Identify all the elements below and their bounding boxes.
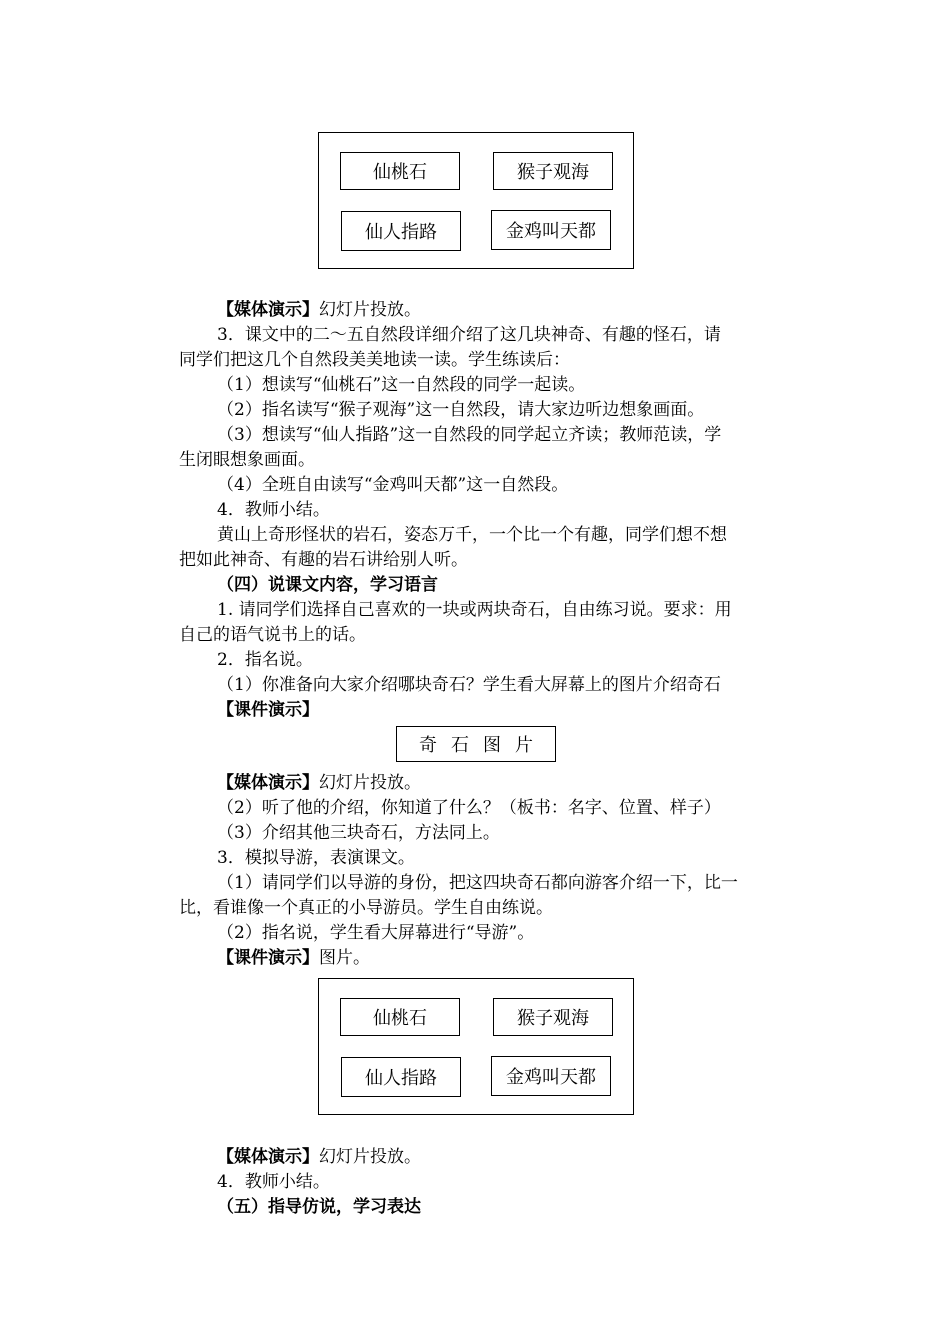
text-line: （2）指名读写“猴子观海”这一自然段，请大家边听边想象画面。 [217,400,705,420]
text-line: （1）想读写“仙桃石”这一自然段的同学一起读。 [217,375,586,395]
text: 图片。 [319,948,370,968]
text-line [217,772,421,794]
text-line [217,1146,421,1168]
text-line: 自己的语气说书上的话。 [179,625,366,645]
text-line: 3．模拟导游，表演课文。 [217,848,415,868]
tag: 【媒体演示】 [217,300,319,320]
section-heading: （五）指导仿说，学习表达 [217,1197,421,1217]
text-line: （1）请同学们以导游的身份，把这四块奇石都向游客介绍一下，比一 [217,873,738,893]
text-line [217,299,421,321]
text-line: （2）指名说，学生看大屏幕进行“导游”。 [217,923,535,943]
stone-box-4: 金鸡叫天都 [491,210,611,250]
text-line: 比，看谁像一个真正的小导游员。学生自由练说。 [179,898,553,918]
tag: 【媒体演示】 [217,773,319,793]
stone-box-1: 仙桃石 [340,152,460,190]
text-line: （4）全班自由读写“金鸡叫天都”这一自然段。 [217,475,569,495]
picture-label-box: 奇石图片 [396,726,556,762]
text: 幻灯片投放。 [319,1147,421,1167]
stone-box-2: 猴子观海 [493,152,613,190]
text-line: （3）介绍其他三块奇石，方法同上。 [217,823,500,843]
stone-box-2: 猴子观海 [493,998,613,1036]
stone-box-3: 仙人指路 [341,211,461,251]
stone-box-4: 金鸡叫天都 [491,1056,611,1096]
text-line: （1）你准备向大家介绍哪块奇石？学生看大屏幕上的图片介绍奇石 [217,675,721,695]
text-line: 4．教师小结。 [217,1172,330,1192]
text-line: 4．教师小结。 [217,500,330,520]
text-line: 黄山上奇形怪状的岩石，姿态万千，一个比一个有趣，同学们想不想 [217,525,727,545]
text-line [217,947,370,969]
courseware-tag: 【课件演示】 [217,700,319,720]
tag: 【媒体演示】 [217,1147,319,1167]
stone-box-1: 仙桃石 [340,998,460,1036]
text-line: 生闭眼想象画面。 [179,450,315,470]
stone-box-3: 仙人指路 [341,1057,461,1097]
text-line: 1. 请同学们选择自己喜欢的一块或两块奇石，自由练习说。要求：用 [217,600,732,620]
section-heading: （四）说课文内容，学习语言 [217,575,438,595]
text-line: 3．课文中的二～五自然段详细介绍了这几块神奇、有趣的怪石，请 [217,325,721,345]
text-line: （3）想读写“仙人指路”这一自然段的同学起立齐读；教师范读，学 [217,425,722,445]
text-line: 把如此神奇、有趣的岩石讲给别人听。 [179,550,468,570]
text-line: （2）听了他的介绍，你知道了什么？（板书：名字、位置、样子） [217,798,721,818]
tag: 【课件演示】 [217,948,319,968]
text-line: 2．指名说。 [217,650,313,670]
text: 幻灯片投放。 [319,300,421,320]
text-line: 同学们把这几个自然段美美地读一读。学生练读后： [179,350,570,370]
text: 幻灯片投放。 [319,773,421,793]
